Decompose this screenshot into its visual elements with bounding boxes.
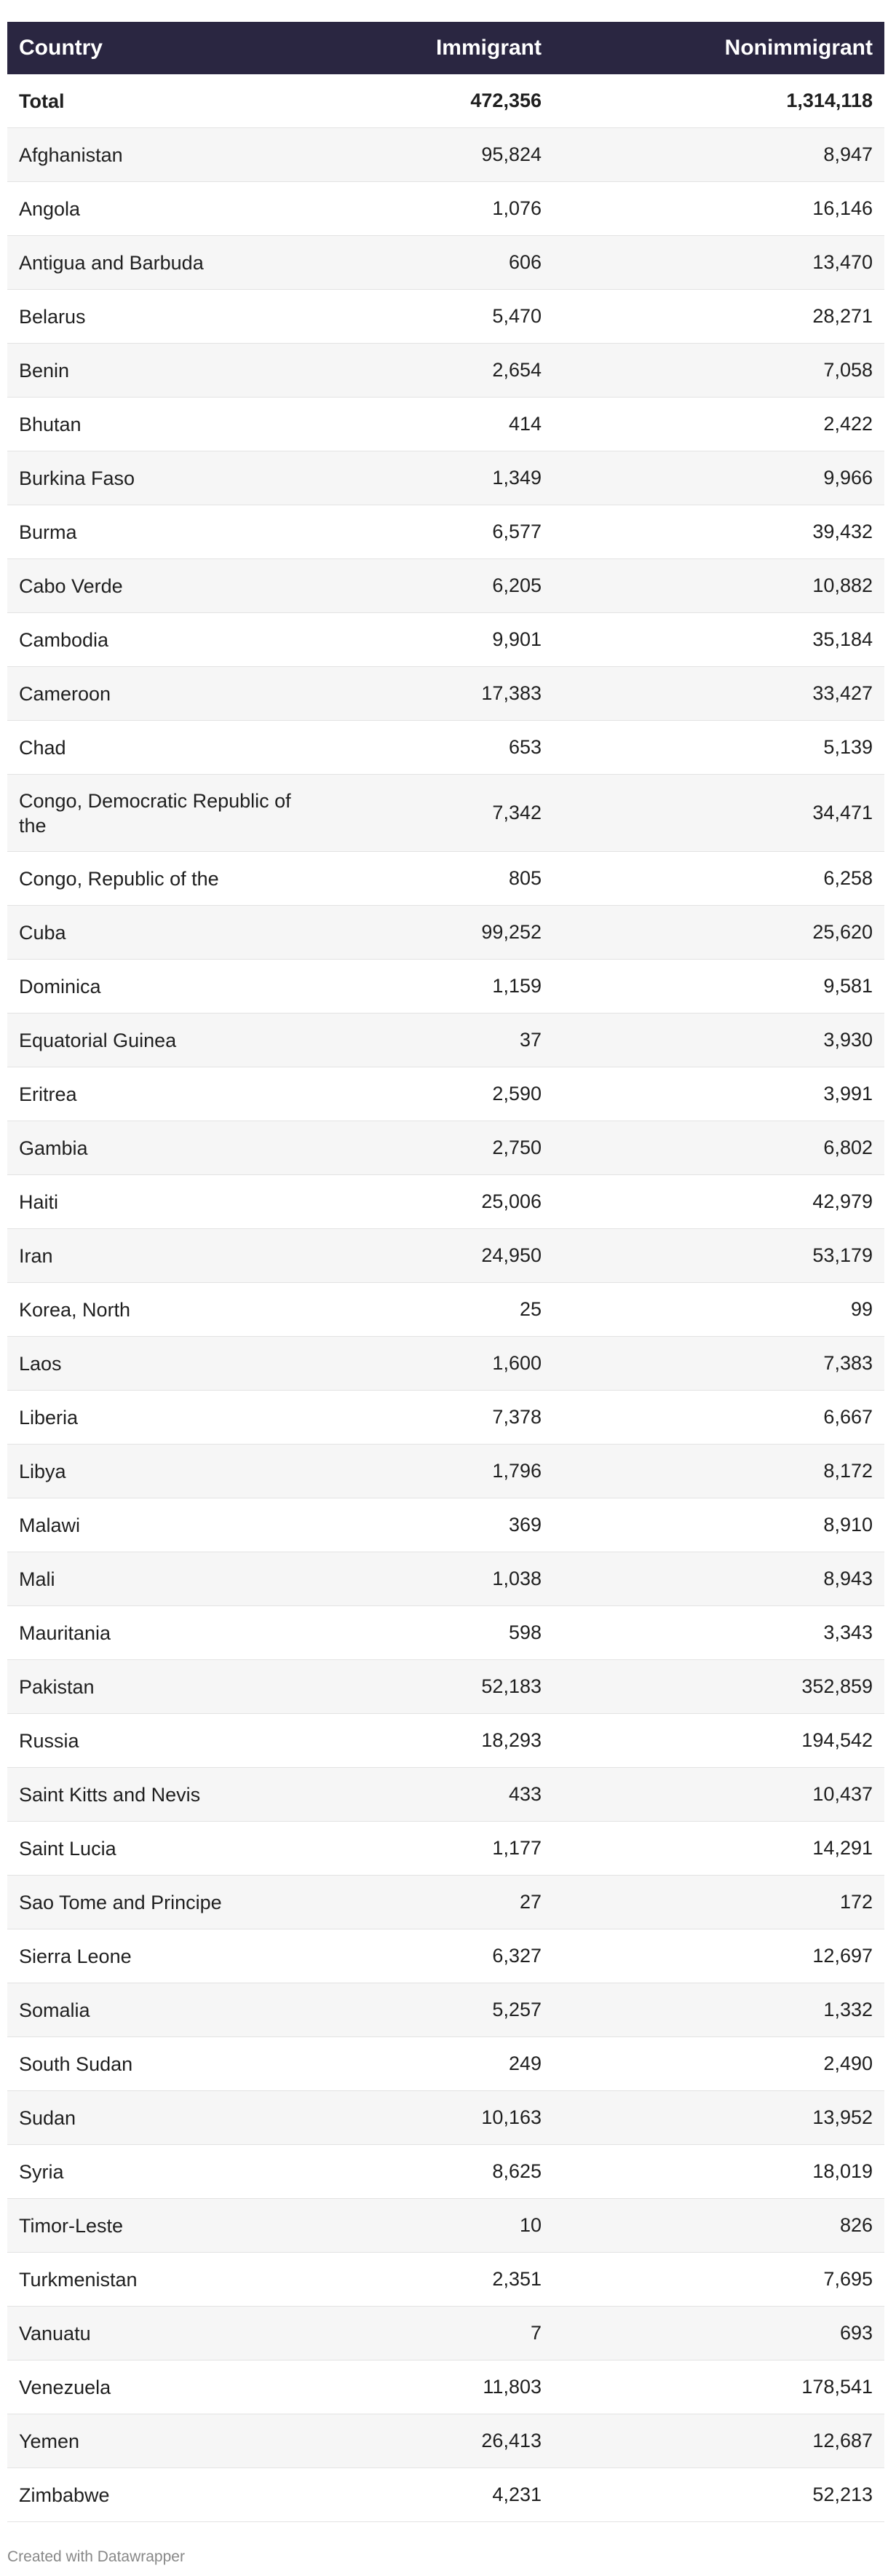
cell-immigrant: 1,076 xyxy=(492,197,542,219)
cell-country: Burkina Faso xyxy=(19,467,135,489)
table-row xyxy=(7,128,884,182)
table-row xyxy=(7,1445,884,1498)
cell-immigrant: 653 xyxy=(508,736,542,758)
cell-country: Haiti xyxy=(19,1190,59,1213)
table-row xyxy=(7,2037,884,2091)
cell-nonimmigrant: 7,058 xyxy=(823,359,873,381)
cell-nonimmigrant: 3,991 xyxy=(823,1083,873,1105)
cell-country: Angola xyxy=(19,197,81,220)
cell-immigrant: 1,038 xyxy=(492,1568,542,1589)
cell-nonimmigrant: 3,343 xyxy=(823,1621,873,1643)
cell-country: Russia xyxy=(19,1729,79,1752)
cell-country: Total xyxy=(19,90,65,112)
cell-country: Laos xyxy=(19,1352,62,1375)
cell-immigrant: 1,600 xyxy=(492,1352,542,1374)
cell-nonimmigrant: 3,930 xyxy=(823,1029,873,1051)
cell-nonimmigrant: 52,213 xyxy=(812,2484,873,2505)
table-row xyxy=(7,2199,884,2253)
table-row xyxy=(7,613,884,667)
cell-immigrant: 26,413 xyxy=(481,2430,542,2451)
cell-nonimmigrant: 8,943 xyxy=(823,1568,873,1589)
cell-immigrant: 414 xyxy=(508,413,542,435)
cell-country: Mali xyxy=(19,1568,55,1590)
table-row xyxy=(7,1983,884,2037)
cell-immigrant: 52,183 xyxy=(481,1675,542,1697)
table-row-total xyxy=(7,74,884,128)
cell-immigrant: 18,293 xyxy=(481,1729,542,1751)
cell-nonimmigrant: 42,979 xyxy=(812,1190,873,1212)
cell-country: South Sudan xyxy=(19,2052,133,2075)
table-row xyxy=(7,1876,884,1929)
cell-nonimmigrant: 1,314,118 xyxy=(786,90,873,111)
cell-nonimmigrant: 693 xyxy=(839,2322,873,2344)
cell-nonimmigrant: 8,172 xyxy=(823,1460,873,1482)
cell-immigrant: 606 xyxy=(508,251,542,273)
cell-country: Gambia xyxy=(19,1137,88,1159)
table-row xyxy=(7,2360,884,2414)
cell-nonimmigrant: 826 xyxy=(839,2214,873,2236)
table-row xyxy=(7,2468,884,2522)
cell-nonimmigrant: 5,139 xyxy=(823,736,873,758)
cell-nonimmigrant: 33,427 xyxy=(812,682,873,704)
cell-country: Bhutan xyxy=(19,413,82,435)
cell-country: Chad xyxy=(19,736,66,759)
cell-nonimmigrant: 99 xyxy=(850,1298,873,1320)
cell-country: Cabo Verde xyxy=(19,574,123,597)
table-row xyxy=(7,852,884,906)
cell-nonimmigrant: 35,184 xyxy=(812,628,873,650)
cell-nonimmigrant: 6,258 xyxy=(823,867,873,889)
cell-immigrant: 1,349 xyxy=(492,467,542,489)
cell-nonimmigrant: 194,542 xyxy=(801,1729,873,1751)
cell-nonimmigrant: 10,437 xyxy=(812,1783,873,1805)
table-row xyxy=(7,398,884,451)
cell-nonimmigrant: 13,470 xyxy=(812,251,873,273)
cell-immigrant: 2,590 xyxy=(492,1083,542,1105)
cell-country: Korea, North xyxy=(19,1298,131,1321)
cell-immigrant: 4,231 xyxy=(492,2484,542,2505)
cell-nonimmigrant: 6,667 xyxy=(823,1406,873,1428)
cell-nonimmigrant: 6,802 xyxy=(823,1137,873,1158)
cell-nonimmigrant: 34,471 xyxy=(812,802,873,823)
cell-immigrant: 10,163 xyxy=(481,2106,542,2128)
cell-country: Burma xyxy=(19,521,77,543)
cell-nonimmigrant: 2,490 xyxy=(823,2052,873,2074)
cell-country: Afghanistan xyxy=(19,143,123,166)
cell-immigrant: 2,654 xyxy=(492,359,542,381)
cell-immigrant: 10 xyxy=(519,2214,542,2236)
cell-immigrant: 433 xyxy=(508,1783,542,1805)
cell-country: Venezuela xyxy=(19,2376,111,2398)
cell-nonimmigrant: 9,966 xyxy=(823,467,873,489)
cell-nonimmigrant: 1,332 xyxy=(823,1999,873,2020)
cell-immigrant: 805 xyxy=(508,867,542,889)
cell-nonimmigrant: 39,432 xyxy=(812,521,873,542)
cell-immigrant: 11,803 xyxy=(483,2376,542,2398)
cell-immigrant: 369 xyxy=(508,1514,542,1536)
cell-nonimmigrant: 18,019 xyxy=(812,2160,873,2182)
cell-immigrant: 2,750 xyxy=(492,1137,542,1158)
cell-immigrant: 249 xyxy=(508,2052,542,2074)
table-row xyxy=(7,1606,884,1660)
cell-immigrant: 5,257 xyxy=(492,1999,542,2020)
cell-nonimmigrant: 25,620 xyxy=(812,921,873,943)
table-row xyxy=(7,721,884,775)
header-country[interactable]: Country xyxy=(19,35,103,60)
cell-immigrant: 5,470 xyxy=(492,305,542,327)
table-row xyxy=(7,1067,884,1121)
table-row xyxy=(7,1660,884,1714)
cell-immigrant: 2,351 xyxy=(492,2268,542,2290)
cell-country: Liberia xyxy=(19,1406,79,1429)
cell-nonimmigrant: 16,146 xyxy=(812,197,873,219)
table-row xyxy=(7,667,884,721)
cell-immigrant: 95,824 xyxy=(481,143,542,165)
cell-country: Yemen xyxy=(19,2430,80,2452)
cell-nonimmigrant: 172 xyxy=(839,1891,873,1913)
cell-immigrant: 7,342 xyxy=(492,802,542,823)
table-row xyxy=(7,2307,884,2360)
table-row xyxy=(7,505,884,559)
table-row xyxy=(7,290,884,344)
cell-immigrant: 472,356 xyxy=(470,90,542,111)
table-row xyxy=(7,1337,884,1391)
cell-country: Equatorial Guinea xyxy=(19,1029,177,1051)
cell-nonimmigrant: 8,947 xyxy=(823,143,873,165)
cell-country: Congo, Republic of the xyxy=(19,867,219,890)
table-row xyxy=(7,2414,884,2468)
cell-country: Antigua and Barbuda xyxy=(19,251,204,274)
cell-country: Vanuatu xyxy=(19,2322,91,2344)
table-row xyxy=(7,1498,884,1552)
cell-nonimmigrant: 7,695 xyxy=(823,2268,873,2290)
cell-country: Turkmenistan xyxy=(19,2268,138,2291)
cell-immigrant: 9,901 xyxy=(492,628,542,650)
cell-country: Libya xyxy=(19,1460,66,1482)
table-row xyxy=(7,1929,884,1983)
table-row xyxy=(7,1175,884,1229)
table-row xyxy=(7,1391,884,1445)
table-row xyxy=(7,1552,884,1606)
cell-immigrant: 6,327 xyxy=(492,1945,542,1967)
cell-immigrant: 6,205 xyxy=(492,574,542,596)
table-row xyxy=(7,1768,884,1822)
table-row xyxy=(7,1283,884,1337)
cell-immigrant: 6,577 xyxy=(492,521,542,542)
cell-country: Belarus xyxy=(19,305,86,328)
table-row xyxy=(7,906,884,960)
cell-country: Eritrea xyxy=(19,1083,77,1105)
cell-immigrant: 1,159 xyxy=(492,975,542,997)
cell-country: Pakistan xyxy=(19,1675,95,1698)
footer-credit: Created with Datawrapper xyxy=(7,2548,185,2565)
cell-nonimmigrant: 10,882 xyxy=(812,574,873,596)
table-body xyxy=(7,74,884,2522)
cell-immigrant: 8,625 xyxy=(492,2160,542,2182)
cell-immigrant: 17,383 xyxy=(481,682,542,704)
table-row xyxy=(7,236,884,290)
cell-nonimmigrant: 9,581 xyxy=(823,975,873,997)
cell-immigrant: 1,177 xyxy=(492,1837,542,1859)
cell-immigrant: 27 xyxy=(519,1891,542,1913)
cell-nonimmigrant: 13,952 xyxy=(812,2106,873,2128)
cell-nonimmigrant: 178,541 xyxy=(801,2376,873,2398)
cell-immigrant: 37 xyxy=(519,1029,542,1051)
cell-nonimmigrant: 28,271 xyxy=(812,305,873,327)
cell-nonimmigrant: 352,859 xyxy=(801,1675,873,1697)
cell-country: Congo, Democratic Republic of the xyxy=(19,789,291,837)
cell-country: Dominica xyxy=(19,975,101,997)
cell-nonimmigrant: 2,422 xyxy=(823,413,873,435)
table-row xyxy=(7,2145,884,2199)
cell-country: Mauritania xyxy=(19,1621,111,1644)
cell-country: Somalia xyxy=(19,1999,90,2021)
table-row xyxy=(7,2091,884,2145)
table-row xyxy=(7,1014,884,1067)
cell-immigrant: 598 xyxy=(508,1621,542,1643)
cell-immigrant: 99,252 xyxy=(481,921,542,943)
data-table xyxy=(7,22,884,2522)
cell-immigrant: 1,796 xyxy=(492,1460,542,1482)
cell-country: Zimbabwe xyxy=(19,2484,110,2506)
cell-nonimmigrant: 12,697 xyxy=(812,1945,873,1967)
table-row xyxy=(7,1229,884,1283)
cell-nonimmigrant: 14,291 xyxy=(812,1837,873,1859)
cell-country: Sao Tome and Principe xyxy=(19,1891,222,1913)
table-row xyxy=(7,344,884,398)
table-row xyxy=(7,451,884,505)
cell-immigrant: 25 xyxy=(519,1298,542,1320)
table-row xyxy=(7,960,884,1014)
cell-country: Saint Kitts and Nevis xyxy=(19,1783,201,1806)
cell-immigrant: 7,378 xyxy=(492,1406,542,1428)
cell-immigrant: 7 xyxy=(530,2322,542,2344)
cell-country: Cameroon xyxy=(19,682,111,705)
table-row xyxy=(7,2253,884,2307)
cell-country: Syria xyxy=(19,2160,64,2183)
cell-nonimmigrant: 12,687 xyxy=(812,2430,873,2451)
table-row xyxy=(7,1714,884,1768)
cell-nonimmigrant: 53,179 xyxy=(812,1244,873,1266)
table-row xyxy=(7,182,884,236)
cell-nonimmigrant: 7,383 xyxy=(823,1352,873,1374)
cell-country: Iran xyxy=(19,1244,53,1267)
cell-country: Saint Lucia xyxy=(19,1837,116,1860)
table-row xyxy=(7,559,884,613)
header-immigrant[interactable]: Immigrant xyxy=(435,35,542,60)
cell-country: Benin xyxy=(19,359,70,382)
cell-country: Sudan xyxy=(19,2106,76,2129)
table-row xyxy=(7,1822,884,1876)
cell-country: Cuba xyxy=(19,921,66,944)
cell-country: Cambodia xyxy=(19,628,109,651)
table-header-row xyxy=(7,22,884,74)
cell-country: Sierra Leone xyxy=(19,1945,132,1967)
cell-immigrant: 25,006 xyxy=(481,1190,542,1212)
cell-country: Timor-Leste xyxy=(19,2214,124,2237)
cell-nonimmigrant: 8,910 xyxy=(823,1514,873,1536)
table-row xyxy=(7,1121,884,1175)
cell-country: Malawi xyxy=(19,1514,81,1536)
cell-immigrant: 24,950 xyxy=(481,1244,542,1266)
header-nonimmigrant[interactable]: Nonimmigrant xyxy=(724,35,873,60)
table-row xyxy=(7,775,884,852)
